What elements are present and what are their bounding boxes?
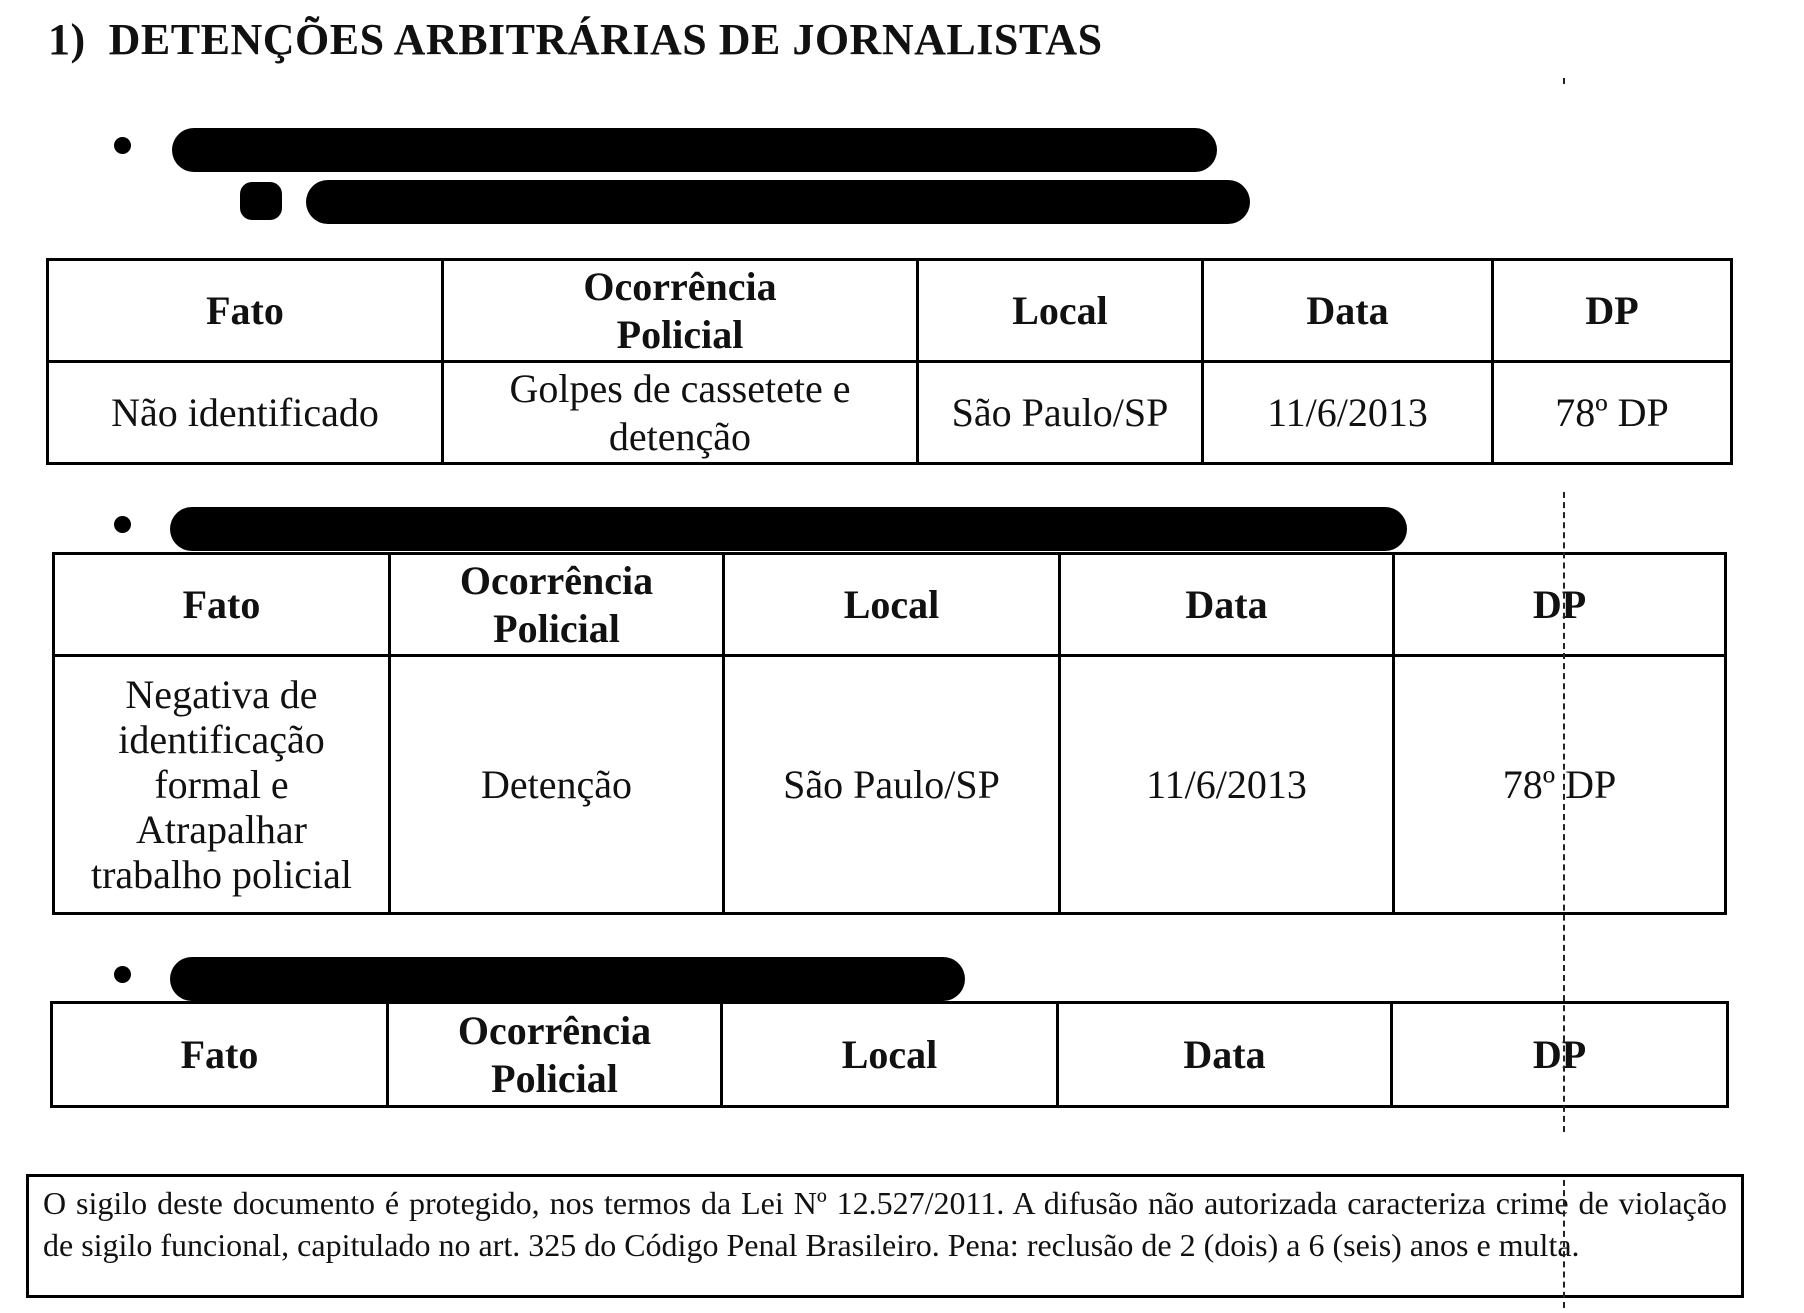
header-fato: Fato <box>54 554 390 656</box>
header-data: Data <box>1203 260 1493 362</box>
header-dp: DP <box>1493 260 1732 362</box>
cell-ocorrencia <box>443 362 918 464</box>
cell-data: 11/6/2013 <box>1060 656 1394 914</box>
cell-ocorrencia: Detenção <box>390 656 724 914</box>
scan-artifact-line <box>1563 1180 1565 1308</box>
header-ocorrencia-line1: Ocorrência <box>583 264 777 310</box>
table-header-row <box>54 554 1726 656</box>
section-number: 1) <box>48 15 86 64</box>
redacted-bullet-block <box>240 182 282 220</box>
section-heading <box>48 14 1103 65</box>
cell-fato: Não identificado <box>48 362 443 464</box>
redacted-name-block <box>172 128 1217 172</box>
header-data: Data <box>1060 554 1394 656</box>
header-data: Data <box>1058 1003 1392 1107</box>
cell-fato-line: formal e <box>154 761 289 807</box>
cell-fato <box>54 656 390 914</box>
header-local: Local <box>724 554 1060 656</box>
cell-fato-line: Negativa de <box>125 671 318 717</box>
section-title: DETENÇÕES ARBITRÁRIAS DE JORNALISTAS <box>108 15 1103 64</box>
header-local: Local <box>722 1003 1058 1107</box>
header-ocorrencia <box>390 554 724 656</box>
incident-table-3 <box>50 1001 1729 1108</box>
confidentiality-notice: O sigilo deste documento é protegido, nos termos da Lei Nº 12.527/2011. A difusão não autorizada caracteriza crime de violação de sigilo funcional, capitulado no art. 325 do Código Penal Brasileiro. Pena: reclusão de 2 (dois) a 6 (seis) anos e multa. <box>26 1174 1744 1298</box>
cell-ocorrencia-line1: Golpes de cassetete e <box>509 366 851 412</box>
scan-artifact-line <box>1563 492 1565 1132</box>
cell-ocorrencia-line2: detenção <box>608 413 752 459</box>
header-ocorrencia-line1: Ocorrência <box>459 558 654 604</box>
bullet-marker <box>114 516 131 533</box>
table-header-row <box>48 260 1732 362</box>
header-ocorrencia <box>443 260 918 362</box>
cell-local: São Paulo/SP <box>918 362 1203 464</box>
bullet-marker <box>114 137 131 154</box>
header-fato: Fato <box>52 1003 388 1107</box>
header-ocorrencia-line2: Policial <box>616 311 744 357</box>
table-row <box>54 656 1726 914</box>
header-local: Local <box>918 260 1203 362</box>
header-fato: Fato <box>48 260 443 362</box>
incident-table-2 <box>52 552 1727 915</box>
header-ocorrencia <box>388 1003 722 1107</box>
header-dp: DP <box>1392 1003 1728 1107</box>
incident-table-1 <box>46 258 1733 465</box>
cell-data: 11/6/2013 <box>1203 362 1493 464</box>
cell-fato-line: Atrapalhar <box>135 807 307 853</box>
header-ocorrencia-line2: Policial <box>493 605 620 651</box>
cell-fato-line: trabalho policial <box>90 852 352 898</box>
bullet-marker <box>114 966 131 983</box>
cell-dp: 78º DP <box>1493 362 1732 464</box>
header-ocorrencia-line2: Policial <box>491 1055 618 1101</box>
redacted-name-block <box>170 507 1407 551</box>
header-ocorrencia-line1: Ocorrência <box>457 1008 652 1054</box>
cell-fato-line: identificação <box>118 716 325 762</box>
table-row <box>48 362 1732 464</box>
cell-dp: 78º DP <box>1394 656 1726 914</box>
redacted-name-block <box>170 957 965 1001</box>
redacted-name-block <box>306 180 1250 224</box>
scan-artifact-line <box>1563 78 1565 84</box>
table-header-row <box>52 1003 1728 1107</box>
header-dp: DP <box>1394 554 1726 656</box>
cell-local: São Paulo/SP <box>724 656 1060 914</box>
